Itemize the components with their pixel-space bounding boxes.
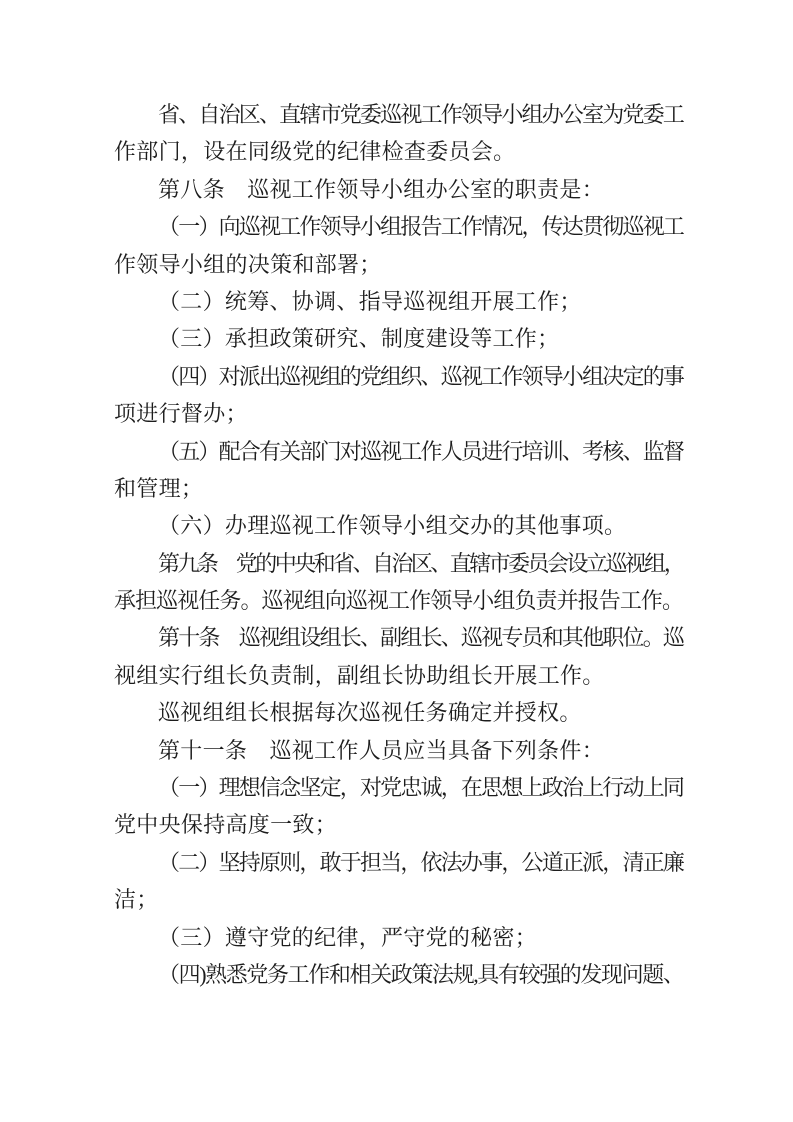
text-line: 和管理； [114, 475, 204, 501]
text-line: 第八条 巡视工作领导小组办公室的职责是： [158, 176, 605, 202]
text-line: （三）遵守党的纪律，严守党的秘密； [158, 924, 538, 950]
text-line: 党中央保持高度一致； [114, 812, 338, 838]
text-line: 作部门，设在同级党的纪律检查委员会。 [114, 139, 516, 165]
text-line: 洁； [114, 887, 159, 913]
text-line: 项进行督办； [114, 401, 248, 427]
text-line: （六）办理巡视工作领导小组交办的其他事项。 [158, 513, 627, 539]
text-line: 作领导小组的决策和部署； [114, 251, 382, 277]
text-line: （五）配合有关部门对巡视工作人员进行培训、考核、监督 [158, 438, 683, 464]
text-line: （一）理想信念坚定，对党忠诚，在思想上政治上行动上同 [158, 775, 683, 801]
text-line: （三）承担政策研究、制度建设等工作； [158, 326, 560, 352]
text-line: （二）统筹、协调、指导巡视组开展工作； [158, 288, 582, 314]
text-line: 第九条 党的中央和省、自治区、直辖市委员会设立巡视组， [158, 550, 683, 576]
text-line: 视组实行组长负责制，副组长协助组长开展工作。 [114, 662, 605, 688]
text-line: （二）坚持原则，敢于担当，依法办事，公道正派，清正廉 [158, 849, 683, 875]
text-line: 巡视组组长根据每次巡视任务确定并授权。 [158, 700, 582, 726]
text-line: 第十条 巡视组设组长、副组长、巡视专员和其他职位。巡 [158, 625, 683, 651]
document-body [114, 96, 683, 993]
text-line: 省、自治区、直辖市党委巡视工作领导小组办公室为党委工 [158, 102, 683, 127]
text-line: （四）对派出巡视组的党组织、巡视工作领导小组决定的事 [158, 363, 683, 389]
text-line: （四)熟悉党务工作和相关政策法规,具有较强的发现问题、 [158, 961, 683, 987]
text-line: 第十一条 巡视工作人员应当具备下列条件： [158, 737, 605, 763]
text-line: （一）向巡视工作领导小组报告工作情况，传达贯彻巡视工 [158, 214, 683, 240]
text-line: 承担巡视任务。巡视组向巡视工作领导小组负责并报告工作。 [114, 588, 683, 614]
